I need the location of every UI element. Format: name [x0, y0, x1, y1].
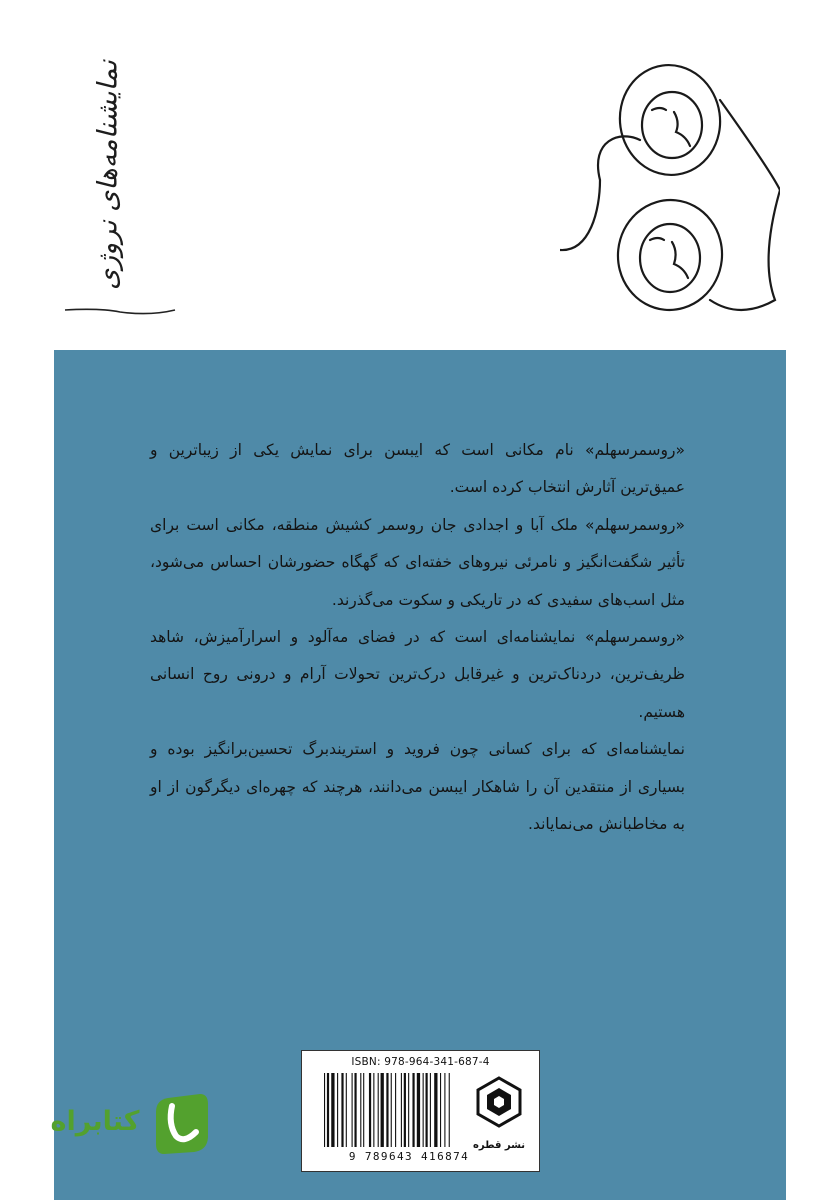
barcode-bar — [440, 1073, 441, 1147]
barcode-icon — [324, 1073, 496, 1147]
publisher-logo-icon — [476, 1076, 522, 1128]
blurb-paragraph: «روسمرسهلم» نام مکانی است که ایبسن برای نمایش یکی از زیباترین و عمیق‌ترین آثارش انتخاب کرده است. — [150, 441, 685, 497]
barcode-bar — [337, 1073, 338, 1147]
barcode-bar — [395, 1073, 396, 1147]
barcode-bar — [352, 1073, 353, 1147]
barcode-bar — [354, 1073, 356, 1147]
barcode-bar — [426, 1073, 428, 1147]
blurb-paragraph: «روسمرسهلم» ملک آبا و اجدادی جان روسمر کشیش منطقه، مکانی است برای تأثیر شگفت‌انگیز و نامرئی نیروهای خفته‌ای که گهگاه حضورشان احساس می‌شود، مثل اسب‌های سفیدی که در تاریکی و سکوت می‌گذرند. — [150, 515, 685, 609]
blurb-paragraph: نمایشنامه‌ای که برای کسانی چون فروید و استریندبرگ تحسین‌برانگیز بوده و بسیاری از منتقدین آن را شاهکار ایبسن می‌دانند، هرچند که چهره‌ای دیگرگون از او به مخاطبانش می‌نمایاند. — [150, 740, 685, 834]
barcode-bar — [430, 1073, 431, 1147]
barcode-bar — [369, 1073, 371, 1147]
store-name: کتابراه — [50, 1106, 140, 1137]
theatre-masks-icon — [560, 20, 780, 330]
barcode-bar — [412, 1073, 414, 1147]
barcode-bar — [417, 1073, 420, 1147]
barcode-bar — [324, 1073, 325, 1147]
barcode-bar — [360, 1073, 361, 1147]
barcode-bar — [386, 1073, 388, 1147]
barcode-bar — [363, 1073, 364, 1147]
ean-digits: 9 789643 416874 — [348, 1150, 470, 1163]
publisher-name: نشر قطره — [472, 1140, 526, 1151]
barcode-bar — [391, 1073, 392, 1147]
barcode-bar — [449, 1073, 450, 1147]
barcode-bar — [423, 1073, 424, 1147]
blurb-text — [150, 432, 685, 843]
barcode-bar — [346, 1073, 347, 1147]
barcode-bar — [327, 1073, 329, 1147]
barcode-bar — [331, 1073, 334, 1147]
barcode-bar — [381, 1073, 384, 1147]
isbn-label: ISBN: 978-964-341-687-4 — [351, 1056, 490, 1068]
barcode-bar — [404, 1073, 406, 1147]
barcode-bar — [378, 1073, 379, 1147]
barcode-bar — [373, 1073, 374, 1147]
barcode-bar — [434, 1073, 437, 1147]
barcode-bar — [401, 1073, 402, 1147]
ketabrah-logo-icon — [150, 1092, 214, 1156]
barcode-bar — [408, 1073, 409, 1147]
barcode-bar — [444, 1073, 445, 1147]
blurb-paragraph: «روسمرسهلم» نمایشنامه‌ای است که در فضای مه‌آلود و اسرارآمیزش، شاهد ظریف‌ترین، دردناک‌ترین و غیرقابل درک‌ترین تحولات آرام و درونی روح انسانی هستیم. — [150, 628, 685, 721]
barcode-bar — [341, 1073, 343, 1147]
series-title-text: نمایشنامه‌های نروژی — [92, 59, 124, 291]
